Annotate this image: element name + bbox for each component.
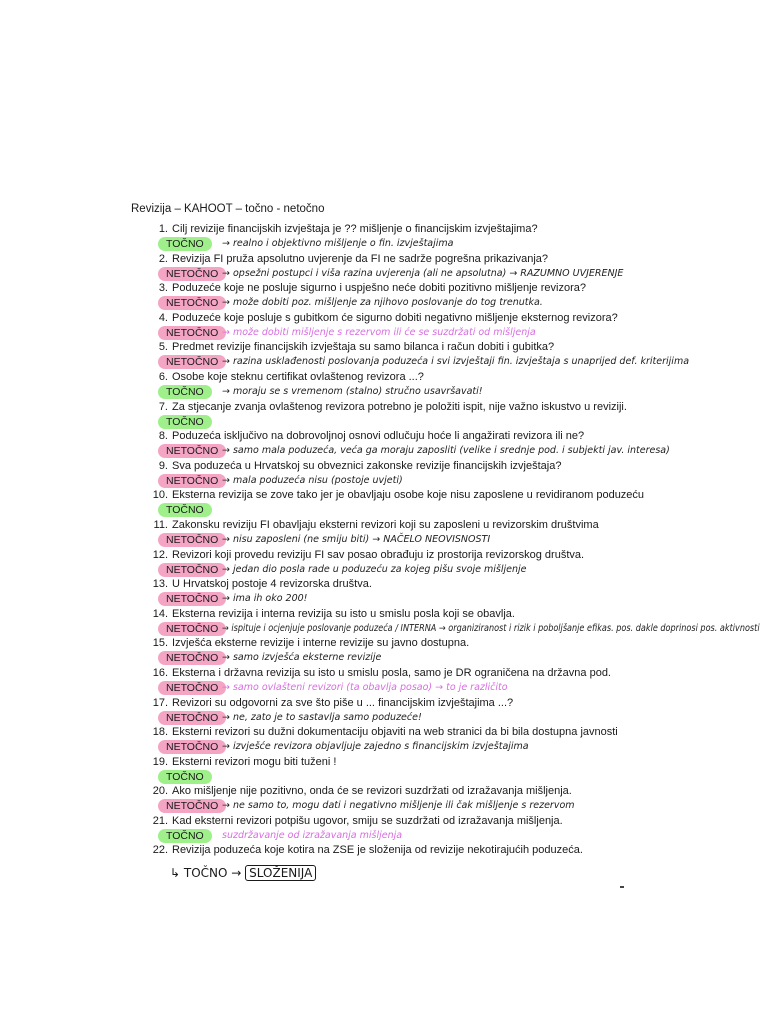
question-text: Osobe koje steknu certifikat ovlaštenog revizora ...? xyxy=(172,370,424,383)
question-item xyxy=(146,814,616,844)
answer-row xyxy=(146,829,616,844)
question-item xyxy=(146,755,616,785)
question-text: Poduzeće koje ne posluje sigurno i uspješno neće dobiti pozitivno mišljenje revizora? xyxy=(172,282,586,295)
answer-badge-incorrect: NETOČNO xyxy=(158,444,226,458)
question-text: Eksterna i državna revizija su isto u smislu posla, samo je DR ograničena na državna pod. xyxy=(172,666,611,679)
question-text-row xyxy=(146,607,616,622)
question-text-row xyxy=(146,252,616,267)
question-text: Zakonsku reviziju FI obavljaju eksterni revizori koji su zaposleni u revizorskim društvima xyxy=(172,518,599,531)
question-item xyxy=(146,577,616,607)
question-text: Eksterna revizija i interna revizija su isto u smislu posla koji se obavlja. xyxy=(172,607,515,620)
question-text: Sva poduzeća u Hrvatskoj su obveznici zakonske revizije financijskih izvještaja? xyxy=(172,459,562,472)
answer-badge-incorrect: NETOČNO xyxy=(158,533,226,547)
question-number: 21. xyxy=(152,814,168,827)
question-item xyxy=(146,222,616,252)
answer-badge-incorrect: NETOČNO xyxy=(158,740,226,754)
answer-row xyxy=(146,444,670,459)
handwritten-note: → nisu zaposleni (ne smiju biti) → NAČELO NEOVISNOSTI xyxy=(222,533,491,545)
question-item xyxy=(146,400,627,430)
answer-row xyxy=(146,592,616,607)
question-list xyxy=(146,222,760,873)
question-number: 15. xyxy=(152,637,168,650)
answer-badge-incorrect: NETOČNO xyxy=(158,267,226,281)
answer-badge-incorrect: NETOČNO xyxy=(158,651,226,665)
question-item xyxy=(146,370,616,400)
handwritten-note: → jedan dio posla rade u poduzeću za kojeg pišu svoje mišljenje xyxy=(222,563,527,575)
answer-badge-incorrect: NETOČNO xyxy=(158,592,226,606)
question-item xyxy=(146,281,616,311)
question-text: Predmet revizije financijskih izvještaja su samo bilanca i račun dobiti i gubitka? xyxy=(172,341,555,354)
question-text-row xyxy=(146,488,645,503)
question-text-row xyxy=(146,755,616,770)
question-text-row xyxy=(146,459,616,474)
question-text: Eksterni revizori mogu biti tuženi ! xyxy=(172,755,337,768)
question-text: Revizori su odgovorni za sve što piše u ... financijskim izvještajima ...? xyxy=(172,696,514,709)
question-text-row xyxy=(146,429,616,444)
question-text-row xyxy=(146,725,616,740)
question-text-row xyxy=(146,666,616,681)
final-answer-prefix: ↳ TOČNO → xyxy=(170,866,242,880)
question-text-row xyxy=(146,340,616,355)
answer-row xyxy=(146,622,760,637)
question-number: 13. xyxy=(152,578,168,591)
question-number: 10. xyxy=(152,489,168,502)
answer-row xyxy=(146,237,616,252)
answer-row xyxy=(146,385,616,400)
answer-badge-incorrect: NETOČNO xyxy=(158,681,226,695)
handwritten-note: → može dobiti mišljenje s rezervom ili će se suzdržati od mišljenja xyxy=(222,326,536,338)
question-text-row xyxy=(146,784,616,799)
answer-row xyxy=(146,355,690,370)
question-text-row xyxy=(146,577,616,592)
question-text-row xyxy=(146,548,616,563)
answer-badge-incorrect: NETOČNO xyxy=(158,296,226,310)
question-number: 18. xyxy=(152,726,168,739)
answer-badge-incorrect: NETOČNO xyxy=(158,474,226,488)
question-item xyxy=(146,725,616,755)
question-item xyxy=(146,488,645,518)
question-text-row xyxy=(146,843,616,858)
answer-row xyxy=(146,267,624,282)
question-number: 19. xyxy=(152,755,168,768)
answer-badge-correct: TOČNO xyxy=(158,503,212,517)
question-item xyxy=(146,636,616,666)
answer-row xyxy=(146,474,616,489)
answer-row xyxy=(146,563,616,578)
handwritten-note: suzdržavanje od izražavanja mišljenja xyxy=(222,829,403,841)
question-text: Ako mišljenje nije pozitivno, onda će se revizori suzdržati od izražavanja mišljenja. xyxy=(172,785,572,798)
question-text: Za stjecanje zvanja ovlaštenog revizora potrebno je položiti ispit, nije važno iskustvo u reviziji. xyxy=(172,400,627,413)
answer-row xyxy=(146,651,616,666)
handwritten-note: → ispituje i ocjenjuje poslovanje poduzeća / INTERNA → organiziranost i rizik i poboljšanje efikas. pos. dakle doprinosi pos. aktivnosti xyxy=(222,622,760,634)
answer-badge-incorrect: NETOČNO xyxy=(158,622,226,636)
question-number: 4. xyxy=(158,311,168,324)
handwritten-note: → razina usklađenosti poslovanja poduzeća i svi izvještaji fin. izvještaja s unaprijed def. kriterijima xyxy=(222,356,690,368)
question-text-row xyxy=(146,370,616,385)
question-number: 11. xyxy=(153,518,168,531)
answer-badge-correct: TOČNO xyxy=(158,829,212,843)
answer-row xyxy=(146,711,616,726)
handwritten-note: → može dobiti poz. mišljenje za njihovo poslovanje do tog trenutka. xyxy=(222,297,543,309)
answer-row xyxy=(146,326,616,341)
answer-badge-incorrect: NETOČNO xyxy=(158,799,226,813)
question-text: Poduzeća isključivo na dobrovoljnoj osnovi odlučuju hoće li angažirati revizora ili ne? xyxy=(172,430,585,443)
answer-badge-correct: TOČNO xyxy=(158,415,212,429)
question-number: 1. xyxy=(158,223,168,235)
handwritten-note: → opsežni postupci i viša razina uvjerenja (ali ne apsolutna) → RAZUMNO UVJERENJE xyxy=(222,267,624,279)
question-text-row xyxy=(146,281,616,296)
question-text-row xyxy=(146,400,627,415)
question-number: 22. xyxy=(152,844,168,857)
handwritten-final-answer xyxy=(170,865,316,881)
question-item xyxy=(146,429,670,459)
handwritten-note: → realno i objektivno mišljenje o fin. izvještajima xyxy=(222,238,454,249)
answer-row xyxy=(146,415,616,430)
question-text: Kad eksterni revizori potpišu ugovor, smiju se suzdržati od izražavanja mišljenja. xyxy=(172,814,563,827)
answer-row xyxy=(146,503,616,518)
question-text: Revizija FI pruža apsolutno uvjerenje da FI ne sadrže pogrešna prikazivanja? xyxy=(172,252,549,265)
question-text-row xyxy=(146,518,616,533)
answer-badge-incorrect: NETOČNO xyxy=(158,711,226,725)
answer-badge-incorrect: NETOČNO xyxy=(158,355,226,369)
question-text: Revizori koji provedu reviziju FI sav posao obrađuju iz prostorija revizorskog društva. xyxy=(172,548,585,561)
handwritten-note: → samo ovlašteni revizori (ta obavlja posao) → to je različito xyxy=(222,681,508,693)
question-text: Eksterna revizija se zove tako jer je obavljaju osobe koje nisu zaposlene u revidiranom poduzeću xyxy=(172,489,645,502)
question-number: 6. xyxy=(158,370,168,383)
question-text: Revizija poduzeća koje kotira na ZSE je složenija od revizije nekotirajućih poduzeća. xyxy=(172,844,583,857)
question-number: 7. xyxy=(158,400,168,413)
answer-row xyxy=(146,770,616,785)
question-number: 17. xyxy=(152,696,168,709)
question-item xyxy=(146,784,616,814)
question-item xyxy=(146,340,690,370)
question-item xyxy=(146,696,616,726)
stray-pen-mark xyxy=(620,886,624,888)
question-number: 5. xyxy=(158,341,168,354)
answer-row xyxy=(146,740,616,755)
answer-row xyxy=(146,533,616,548)
question-text-row xyxy=(146,696,616,711)
question-number: 3. xyxy=(158,282,168,295)
question-item xyxy=(146,548,616,578)
handwritten-note: → moraju se s vremenom (stalno) stručno usavršavati! xyxy=(222,385,483,397)
handwritten-note: → ima ih oko 200! xyxy=(222,593,308,605)
answer-badge-correct: TOČNO xyxy=(158,237,212,251)
answer-row xyxy=(146,799,616,814)
question-item xyxy=(146,252,624,282)
question-item xyxy=(146,607,760,637)
final-answer-word: SLOŽENIJA xyxy=(245,865,316,881)
question-text: Poduzeće koje posluje s gubitkom će sigurno dobiti negativno mišljenje eksternog revizora? xyxy=(172,311,618,324)
question-item xyxy=(146,666,616,696)
handwritten-note: → samo mala poduzeća, veća ga moraju zaposliti (velike i srednje pod. i subjekti jav. interesa) xyxy=(222,445,670,457)
question-number: 20. xyxy=(152,785,168,798)
question-text: U Hrvatskoj postoje 4 revizorska društva. xyxy=(172,578,372,591)
question-text: Cilj revizije financijskih izvještaja je ?? mišljenje o financijskim izvještajima? xyxy=(172,223,538,235)
question-item xyxy=(146,459,616,489)
answer-row xyxy=(146,296,616,311)
question-item xyxy=(146,518,616,548)
question-text-row xyxy=(146,636,616,651)
question-text-row xyxy=(146,814,616,829)
handwritten-note: → mala poduzeća nisu (postoje uvjeti) xyxy=(222,474,403,486)
answer-badge-incorrect: NETOČNO xyxy=(158,563,226,577)
question-text-row xyxy=(146,311,616,326)
question-text: Izvješća eksterne revizije i interne revizije su javno dostupna. xyxy=(172,637,470,650)
question-number: 14. xyxy=(152,607,168,620)
question-number: 2. xyxy=(158,252,168,265)
handwritten-note: → ne, zato je to sastavlja samo poduzeće! xyxy=(222,711,422,723)
question-number: 8. xyxy=(158,430,168,443)
question-number: 9. xyxy=(158,459,168,472)
question-number: 12. xyxy=(152,548,168,561)
question-text: Eksterni revizori su dužni dokumentaciju objaviti na web stranici da bi bila dostupna javnosti xyxy=(172,726,618,739)
answer-badge-correct: TOČNO xyxy=(158,385,212,399)
question-number: 16. xyxy=(152,666,168,679)
handwritten-note: → samo izvješća eksterne revizije xyxy=(222,652,382,664)
question-text-row xyxy=(146,222,616,237)
answer-row xyxy=(146,681,616,696)
question-item xyxy=(146,311,616,341)
document-title: Revizija – KAHOOT – točno - netočno xyxy=(131,203,325,215)
answer-badge-incorrect: NETOČNO xyxy=(158,326,226,340)
answer-badge-correct: TOČNO xyxy=(158,770,212,784)
handwritten-note: → izvješće revizora objavljuje zajedno s financijskim izvještajima xyxy=(222,741,529,753)
handwritten-note: → ne samo to, mogu dati i negativno mišljenje ili čak mišljenje s rezervom xyxy=(222,800,575,812)
